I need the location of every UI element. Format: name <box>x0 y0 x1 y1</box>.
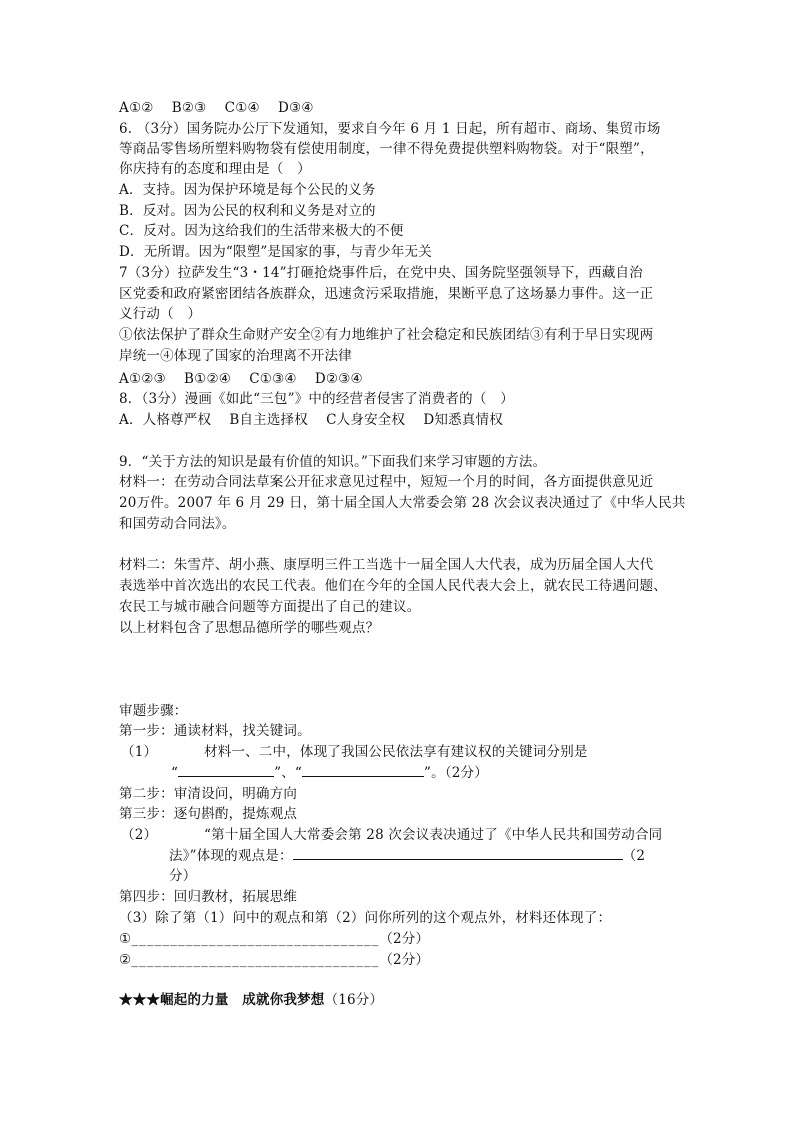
material-two-1: 材料二：朱雪芹、胡小燕、康厚明三件工当选十一届全国人大代表，成为历届全国人大代 <box>119 557 654 573</box>
q6-option-d: D．无所谓。因为“限塑”是国家的事，与青少年无关 <box>119 244 432 260</box>
q5-options: A①② B②③ C①④ D③④ <box>119 100 314 116</box>
sub1-number: （1） <box>121 744 158 760</box>
sub3-text: （3）除了第（1）问中的观点和第（2）问你所列的这个观点外，材料还体现了： <box>119 910 612 926</box>
q8-stem: 8．（3分）漫画《如此“三包”》中的经营者侵害了消费者的（ ） <box>119 391 514 407</box>
sub3-score-2: （2分） <box>379 952 430 968</box>
q6-stem-3: 你庆持有的态度和理由是（ ） <box>119 161 311 177</box>
q6-stem-2: 等商品零售场所塑料购物袋有偿使用制度，一律不得免费提供塑料购物袋。对于“限塑”， <box>119 141 654 157</box>
sub2-score-a: （2 <box>622 848 646 864</box>
sub3-answer-1 <box>119 929 429 949</box>
q8-options: A．人格尊严权 B自主选择权 C人身安全权 D知悉真情权 <box>119 412 503 428</box>
answer-blank-2[interactable] <box>302 764 424 777</box>
q7-options: A①②③ B①②④ C①③④ D②③④ <box>119 371 363 387</box>
mid-quote: ”、“ <box>274 765 303 781</box>
sub2-line <box>169 846 645 866</box>
section-heading <box>119 990 383 1010</box>
sub2-score-b: 分） <box>169 868 197 884</box>
sub2-number: （2） <box>121 827 158 843</box>
answer-blank-3[interactable] <box>293 847 623 860</box>
q7-statements-2: 岸统一④体现了国家的治理离不开法律 <box>119 348 352 364</box>
sub1-blanks <box>171 763 488 783</box>
section-score: （16分） <box>324 992 384 1008</box>
sub3-answer-2 <box>119 950 429 970</box>
q7-stem-3: 义行动（ ） <box>119 306 202 322</box>
circle-two: ② <box>119 952 132 968</box>
open-quote: “ <box>171 765 179 781</box>
step-four: 第四步：回归教材，拓展思维 <box>119 889 298 905</box>
q7-stem-1: 7（3分）拉萨发生“3・14”打砸抢烧事件后，在党中央、国务院坚强领导下，西藏自治 <box>119 265 643 281</box>
sub1-score: ”。（2分） <box>424 765 488 781</box>
q9-question: 以上材料包含了思想品德所学的哪些观点？ <box>119 620 380 636</box>
q6-option-a: A．支持。因为保护环境是每个公民的义务 <box>119 182 376 198</box>
step-three: 第三步：逐句斟酌，提炼观点 <box>119 806 298 822</box>
q6-stem-1: 6. （3分）国务院办公厅下发通知，要求自今年 6 月 1 日起，所有超市、商场、集贸市场 <box>119 121 661 137</box>
sub3-score-1: （2分） <box>379 931 430 947</box>
q6-option-b: B．反对。因为公民的权利和义务是对立的 <box>119 203 376 219</box>
answer-blank-1[interactable] <box>178 764 274 777</box>
section-title: 崛起的力量 成就你我梦想 <box>160 992 325 1008</box>
q7-statements-1: ①依法保护了群众生命财产安全②有力地维护了社会稳定和民族团结③有利于早日实现两 <box>119 327 654 343</box>
circle-one: ① <box>119 931 132 947</box>
answer-dash-line-1[interactable]: ________________________________ <box>131 931 380 947</box>
material-two-2: 表选举中首次选出的农民工代表。他们在今年的全国人民代表大会上，就农民工待遇问题、 <box>119 578 667 594</box>
q7-stem-2: 区党委和政府紧密团结各族群众，迅速贪污采取措施，果断平息了这场暴力事件。这一正 <box>119 286 654 302</box>
sub1-text: 材料一、二中，体现了我国公民依法享有建议权的关键词分别是 <box>204 744 588 760</box>
steps-title: 审题步骤： <box>119 703 188 719</box>
star-icons: ★★★ <box>119 992 161 1008</box>
answer-dash-line-2[interactable]: ________________________________ <box>131 952 380 968</box>
sub2-prompt: 法》”体现的观点是： <box>169 848 293 864</box>
material-one-2: 20万件。2007 年 6 月 29 日，第十届全国人大常委会第 28 次会议表决通过了《中华人民共 <box>119 495 686 511</box>
material-two-3: 农民工与城市融合问题等方面提出了自己的建议。 <box>119 599 421 615</box>
q9-stem: 9．“关于方法的知识是最有价值的知识。”下面我们来学习审题的方法。 <box>119 454 547 470</box>
material-one-1: 材料一：在劳动合同法草案公开征求意见过程中，短短一个月的时间，各方面提供意见近 <box>119 474 654 490</box>
material-one-3: 和国劳动合同法》。 <box>119 516 236 532</box>
sub2-text: “第十届全国人大常委会第 28 次会议表决通过了《中华人民共和国劳动合同 <box>204 827 663 843</box>
step-one: 第一步：通读材料，找关键词。 <box>119 723 311 739</box>
q6-option-c: C．反对。因为这给我们的生活带来极大的不便 <box>119 223 404 239</box>
step-two: 第二步：审清设问，明确方向 <box>119 786 298 802</box>
